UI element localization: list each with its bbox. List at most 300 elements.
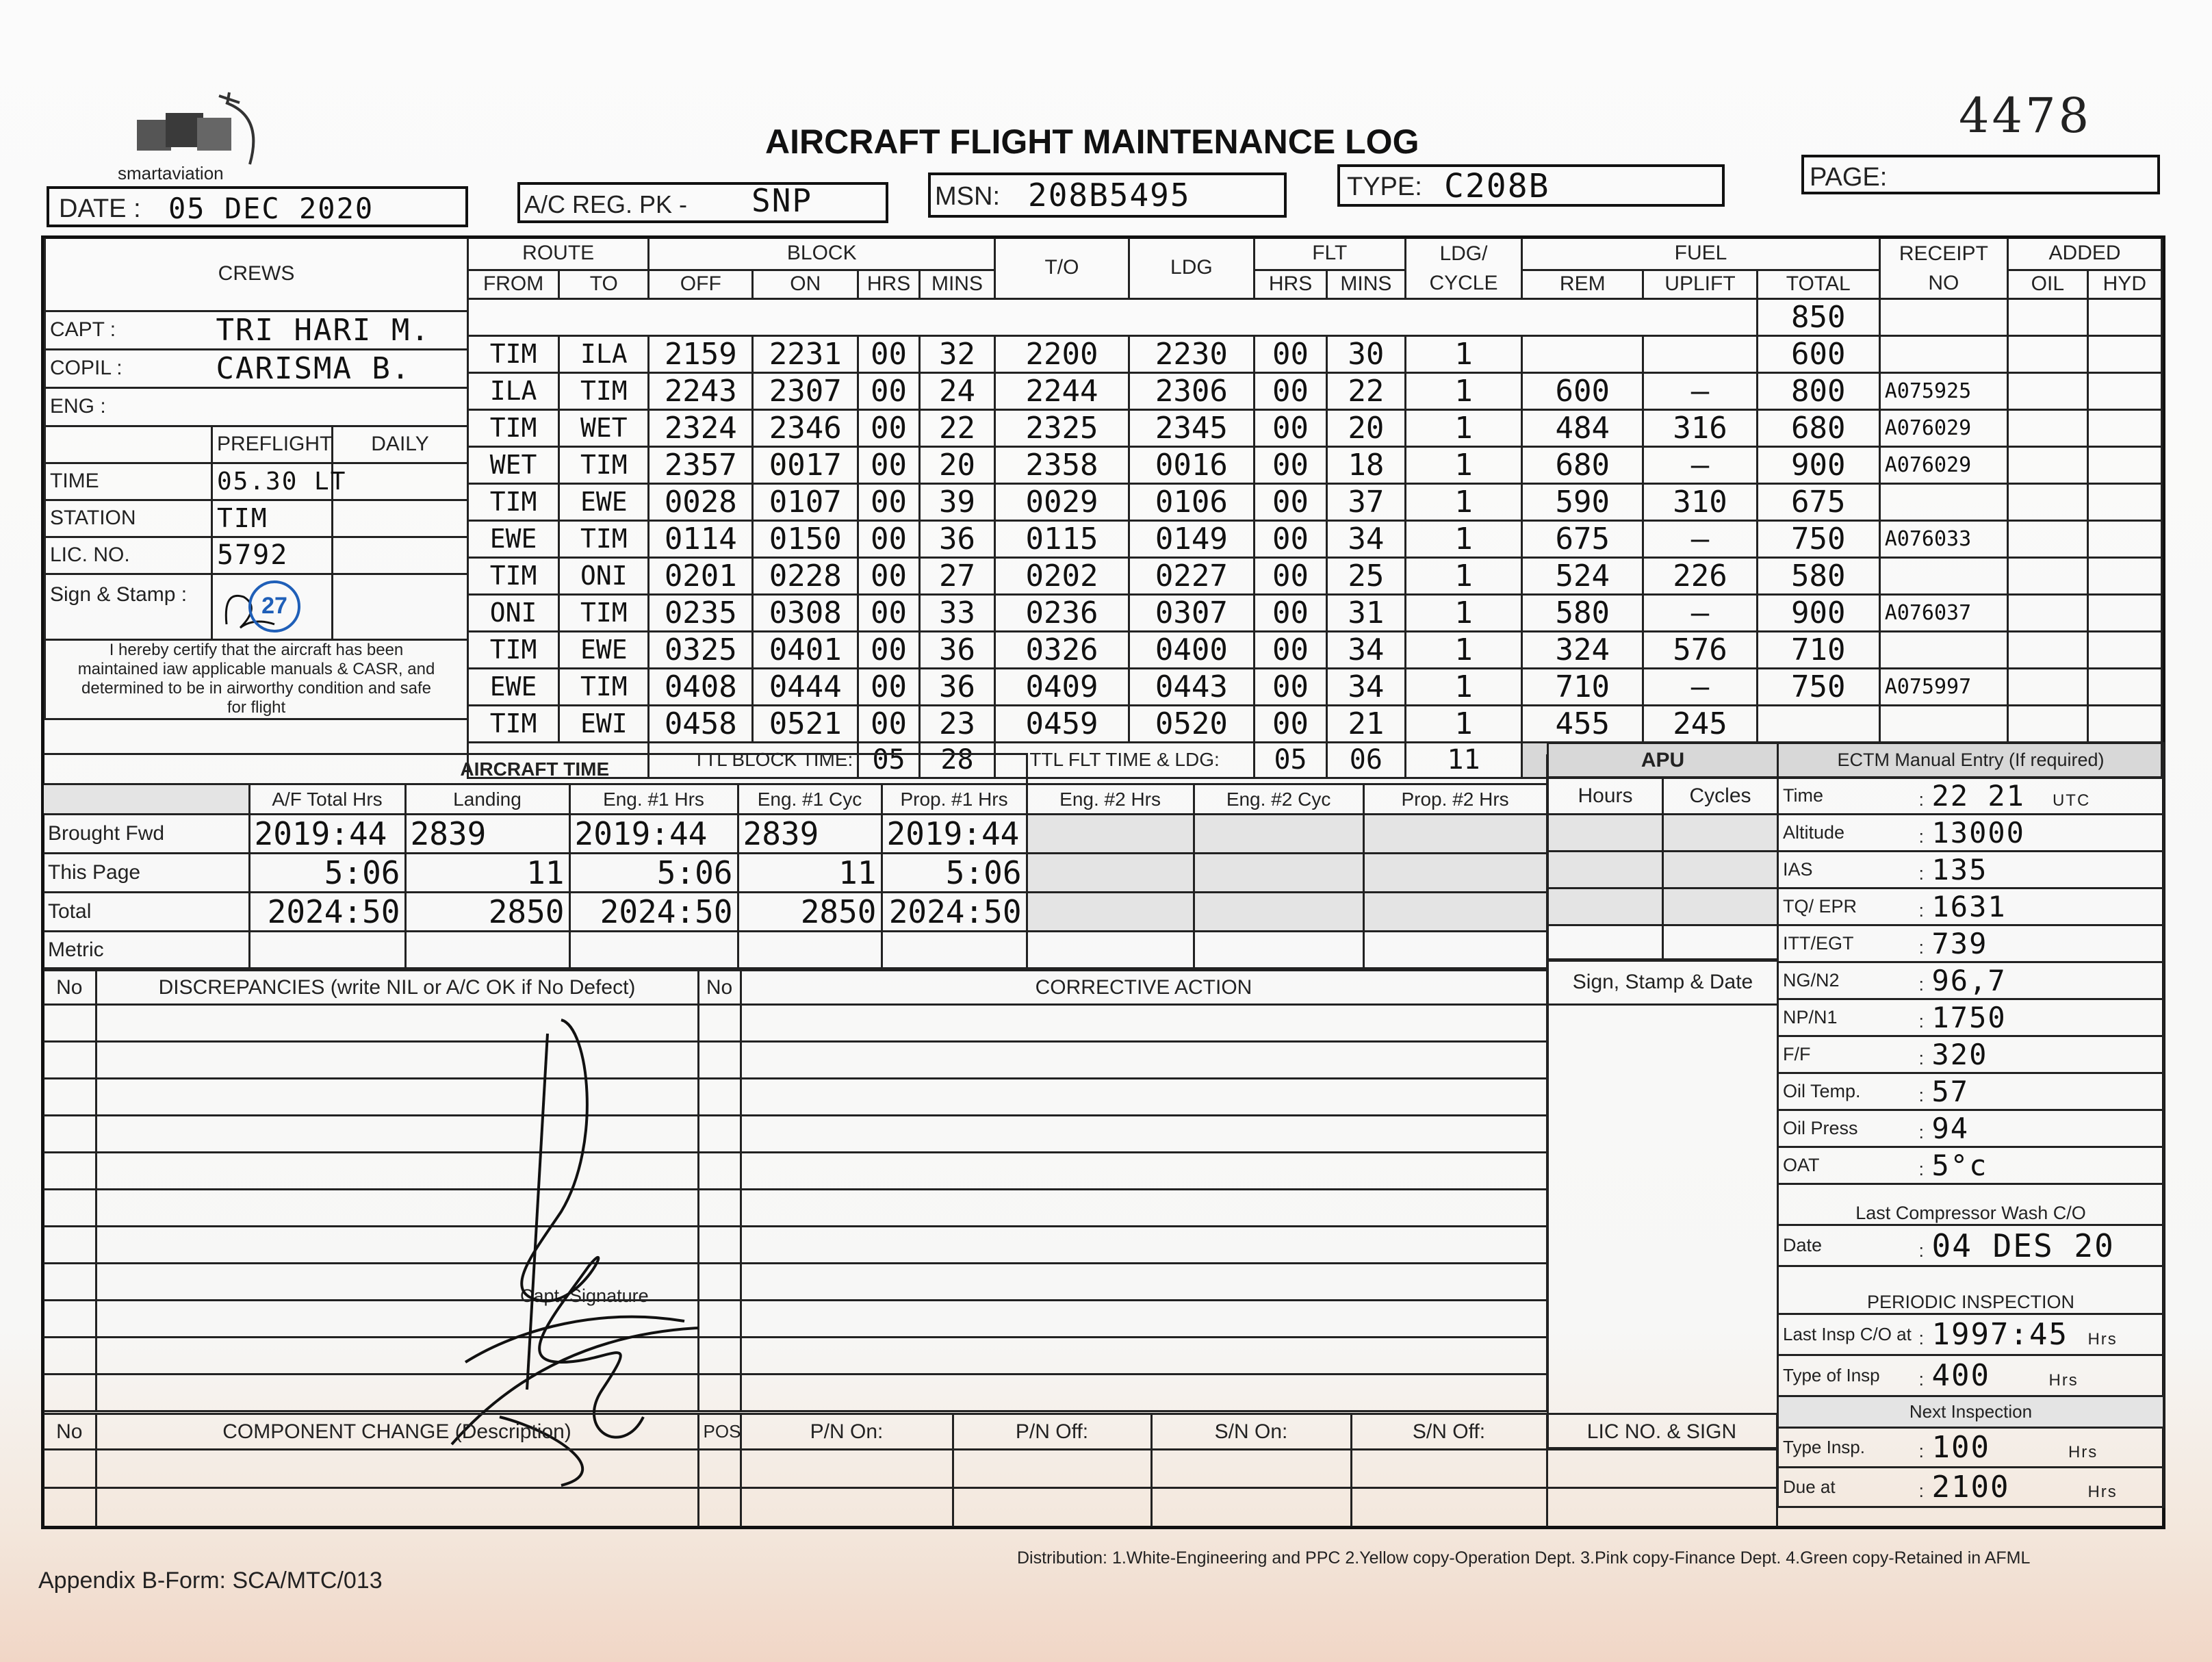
initial-fuel-spacer <box>468 298 1758 335</box>
time-label: TIME <box>45 463 212 500</box>
comp-no-header: No <box>44 1414 96 1450</box>
flight-fhrs-cell: 00 <box>1254 335 1326 372</box>
aircraft-time-value <box>249 932 405 969</box>
type-insp-unit: Hrs <box>2048 1371 2079 1390</box>
discrepancy-cell <box>741 1264 1547 1301</box>
flight-fmins-cell: 37 <box>1327 483 1406 520</box>
aircraft-time-value: 2839 <box>405 815 569 854</box>
flight-cyc-cell: 1 <box>1405 335 1522 372</box>
comp-cell <box>953 1450 1151 1488</box>
sn-off-header: S/N Off: <box>1351 1414 1547 1450</box>
comp-cell <box>741 1488 953 1526</box>
flight-fhrs-cell: 00 <box>1254 483 1326 520</box>
discrepancy-cell <box>741 1005 1547 1042</box>
ectm-label: OAT <box>1778 1147 1915 1184</box>
discrepancy-row <box>44 1301 1547 1338</box>
discrepancy-cell <box>741 1301 1547 1338</box>
on-header: ON <box>753 270 858 298</box>
from-header: FROM <box>468 270 559 298</box>
aircraft-time-corner <box>44 784 249 815</box>
aircraft-time-value: 2019:44 <box>249 815 405 854</box>
discrepancy-row <box>44 1375 1547 1411</box>
discrepancy-cell <box>44 1375 96 1411</box>
reg-value: SNP <box>751 182 813 219</box>
flight-from-cell: TIM <box>468 335 559 372</box>
aircraft-time-value: 2019:44 <box>882 815 1027 854</box>
eng-label: ENG : <box>45 387 212 426</box>
flight-cyc-cell: 1 <box>1405 409 1522 446</box>
aircraft-time-col-header: Landing <box>405 784 569 815</box>
flight-ldg-cell: 2345 <box>1129 409 1254 446</box>
flight-mins-cell: 32 <box>919 335 994 372</box>
flight-mins-cell: 39 <box>919 483 994 520</box>
aircraft-time-row-label: Brought Fwd <box>44 815 249 854</box>
ttl-ldg: 11 <box>1405 742 1522 778</box>
apu-hours-1 <box>1548 815 1663 852</box>
flight-ldg-cell: 0400 <box>1129 631 1254 668</box>
wash-date-text: 04 DES 20 <box>1931 1227 2115 1264</box>
last-insp-cell: : 1997:45 Hrs <box>1915 1314 2164 1355</box>
ectm-row <box>1778 815 2164 852</box>
flight-takeoff-cell: 2244 <box>995 372 1129 409</box>
flight-receipt-cell <box>1879 557 2007 594</box>
ectm-colon: : <box>1918 826 1932 847</box>
aircraft-time-col-header: Eng. #1 Hrs <box>569 784 738 815</box>
date-label: DATE : <box>59 194 141 223</box>
flight-hyd-cell <box>2087 631 2161 668</box>
ectm-row <box>1778 1147 2164 1184</box>
flight-fmins-cell: 34 <box>1327 631 1406 668</box>
flight-takeoff-cell: 0326 <box>995 631 1129 668</box>
flight-off-cell: 0028 <box>649 483 753 520</box>
flight-fhrs-cell: 00 <box>1254 705 1326 742</box>
flight-on-cell: 2307 <box>753 372 858 409</box>
type-label: TYPE: <box>1347 172 1422 201</box>
ectm-value-cell <box>1915 999 2164 1036</box>
crews-title: CREWS <box>45 238 468 311</box>
flight-uplift-cell: – <box>1643 668 1758 705</box>
flt-header: FLT <box>1254 238 1405 270</box>
flight-oil-cell <box>2008 335 2088 372</box>
aircraft-time-engine2-cell <box>1027 893 1194 932</box>
flight-fmins-cell: 18 <box>1327 446 1406 483</box>
flight-off-cell: 2357 <box>649 446 753 483</box>
flight-hrs-cell: 00 <box>858 483 920 520</box>
aircraft-time-value: 5:06 <box>882 854 1027 893</box>
discrepancy-cell <box>741 1042 1547 1079</box>
discrepancy-row <box>44 1153 1547 1190</box>
flight-to-cell: TIM <box>559 594 649 631</box>
flight-oil-cell <box>2008 705 2088 742</box>
comp-cell <box>1547 1450 1777 1488</box>
apu-hours-4 <box>1548 925 1663 961</box>
flight-to-cell: TIM <box>559 520 649 557</box>
discrepancy-cell <box>44 1190 96 1227</box>
block-hrs-header: HRS <box>858 270 920 298</box>
flight-uplift-cell: 245 <box>1643 705 1758 742</box>
ectm-colon: : <box>1918 937 1932 958</box>
flight-on-cell: 0401 <box>753 631 858 668</box>
flight-receipt-cell: A075997 <box>1879 668 2007 705</box>
ectm-title: ECTM Manual Entry (If required) <box>1778 743 2164 778</box>
aircraft-time-row <box>44 854 1547 893</box>
ectm-value: 94 <box>1931 1112 1970 1145</box>
comp-cell <box>44 1488 96 1526</box>
flight-row <box>468 335 2162 372</box>
aircraft-time-value: 2839 <box>738 815 882 854</box>
ttl-block-mins: 28 <box>919 742 994 778</box>
component-table <box>44 1413 1778 1526</box>
ectm-colon: : <box>1918 863 1932 884</box>
aircraft-time-engine2-cell <box>1027 854 1194 893</box>
aircraft-time-value: 5:06 <box>569 854 738 893</box>
ttl-flt-label: TTL FLT TIME & LDG: <box>995 742 1255 778</box>
flight-oil-cell <box>2008 594 2088 631</box>
ectm-label: Altitude <box>1778 815 1915 852</box>
ectm-row <box>1778 1036 2164 1073</box>
msn-label: MSN: <box>935 182 1000 211</box>
discrepancy-cell <box>741 1079 1547 1116</box>
flight-rem-cell: 680 <box>1522 446 1643 483</box>
flight-total-cell: 750 <box>1757 668 1879 705</box>
aircraft-time-col-header: A/F Total Hrs <box>249 784 405 815</box>
flight-cyc-cell: 1 <box>1405 705 1522 742</box>
discrepancy-row <box>44 1264 1547 1301</box>
aircraft-time-value: 2024:50 <box>249 893 405 932</box>
appendix-text: Appendix B-Form: SCA/MTC/013 <box>38 1568 383 1594</box>
wash-date-label: Date <box>1778 1225 1915 1266</box>
aircraft-time-engine2-cell <box>1194 815 1363 854</box>
takeoff-header: T/O <box>995 238 1129 298</box>
discrepancy-cell <box>44 1153 96 1190</box>
discrepancy-cell <box>741 1116 1547 1153</box>
ectm-unit: UTC <box>2052 791 2091 810</box>
flight-receipt-cell: A075925 <box>1879 372 2007 409</box>
flight-rem-cell: 590 <box>1522 483 1643 520</box>
ectm-value: 1631 <box>1931 890 2007 923</box>
aircraft-time-row <box>44 932 1547 969</box>
aircraft-time-col-header: Prop. #2 Hrs <box>1363 784 1547 815</box>
type-insp-value: 400 <box>1931 1358 1990 1393</box>
date-value: 05 DEC 2020 <box>168 192 374 225</box>
to-header: TO <box>559 270 649 298</box>
flight-to-cell: TIM <box>559 668 649 705</box>
aircraft-time-right-blank <box>1027 754 1547 784</box>
preflight-station: TIM <box>212 500 333 537</box>
due-label: Due at <box>1778 1468 1915 1507</box>
flight-to-cell: EWI <box>559 705 649 742</box>
msn-value: 208B5495 <box>1028 177 1191 214</box>
ttl-flt-hrs: 05 <box>1254 742 1326 778</box>
last-insp-unit: Hrs <box>2087 1330 2118 1348</box>
discrepancy-row <box>44 1227 1547 1264</box>
aircraft-time-value: 2850 <box>405 893 569 932</box>
flight-hrs-cell: 00 <box>858 446 920 483</box>
flight-mins-cell: 22 <box>919 409 994 446</box>
cert-line-3: determined to be in airworthy condition and safe <box>81 679 431 698</box>
flight-fhrs-cell: 00 <box>1254 409 1326 446</box>
flight-from-cell: ILA <box>468 372 559 409</box>
flight-row <box>468 631 2162 668</box>
apu-cycles-header: Cycles <box>1663 778 1778 815</box>
apu-cycles-2 <box>1663 852 1778 888</box>
flight-hrs-cell: 00 <box>858 335 920 372</box>
flight-cyc-cell: 1 <box>1405 668 1522 705</box>
ectm-colon: : <box>1918 1011 1932 1032</box>
ectm-value-cell <box>1915 925 2164 962</box>
initial-hyd <box>2087 298 2161 335</box>
ectm-value-cell <box>1915 1147 2164 1184</box>
periodic-title: PERIODIC INSPECTION <box>1778 1266 2164 1314</box>
ectm-value: 739 <box>1931 927 1988 960</box>
flight-rem-cell: 580 <box>1522 594 1643 631</box>
sign-stamp-date-header: Sign, Stamp & Date <box>1548 960 1778 1005</box>
next-insp-title: Next Inspection <box>1778 1396 2164 1428</box>
flight-hyd-cell <box>2087 372 2161 409</box>
daily-stamp-cell <box>333 574 468 639</box>
flight-mins-cell: 36 <box>919 520 994 557</box>
blank-cell <box>45 426 212 463</box>
comp-desc-header: COMPONENT CHANGE (Description) <box>96 1414 698 1450</box>
flight-off-cell: 0458 <box>649 705 753 742</box>
ectm-row <box>1778 852 2164 888</box>
preflight-time: 05.30 LT <box>212 463 333 500</box>
flight-receipt-cell: A076029 <box>1879 409 2007 446</box>
lic-sign-header: LIC NO. & SIGN <box>1547 1414 1777 1450</box>
flight-oil-cell <box>2008 668 2088 705</box>
flight-on-cell: 0150 <box>753 520 858 557</box>
apu-cycles-4 <box>1663 925 1778 961</box>
aircraft-time-title: AIRCRAFT TIME <box>44 754 1027 784</box>
flight-hyd-cell <box>2087 705 2161 742</box>
aircraft-time-value: 5:06 <box>249 854 405 893</box>
daily-station <box>333 500 468 537</box>
aircraft-time-engine2-cell <box>1194 893 1363 932</box>
flight-rem-cell <box>1522 335 1643 372</box>
copil-label: COPIL : <box>45 349 212 387</box>
flight-mins-cell: 24 <box>919 372 994 409</box>
flight-cyc-cell: 1 <box>1405 631 1522 668</box>
flight-row <box>468 372 2162 409</box>
flight-ldg-cell: 2230 <box>1129 335 1254 372</box>
flight-takeoff-cell: 2325 <box>995 409 1129 446</box>
flight-hyd-cell <box>2087 446 2161 483</box>
ectm-colon: : <box>1918 1122 1932 1142</box>
flight-takeoff-cell: 0029 <box>995 483 1129 520</box>
flight-hrs-cell: 00 <box>858 409 920 446</box>
aircraft-time-value <box>882 932 1027 969</box>
aircraft-time-value: 2850 <box>738 893 882 932</box>
ectm-value: 96,7 <box>1931 964 2007 997</box>
discrepancy-row <box>44 1079 1547 1116</box>
comp-cell <box>1351 1450 1547 1488</box>
discrepancy-cell <box>44 1338 96 1375</box>
apu-cycles-1 <box>1663 815 1778 852</box>
aircraft-time-row-label: Metric <box>44 932 249 969</box>
flight-hrs-cell: 00 <box>858 631 920 668</box>
ectm-table <box>1777 742 2165 1508</box>
ectm-colon: : <box>1918 1085 1932 1105</box>
flight-row <box>468 446 2162 483</box>
flight-fmins-cell: 34 <box>1327 668 1406 705</box>
comp-cell <box>953 1488 1151 1526</box>
comp-cell <box>1547 1488 1777 1526</box>
cert-line-4: for flight <box>227 698 286 717</box>
comp-cell <box>741 1450 953 1488</box>
daily-time <box>333 463 468 500</box>
form-number: 4478 <box>1959 88 2092 144</box>
aircraft-time-value: 2024:50 <box>569 893 738 932</box>
daily-lic <box>333 537 468 574</box>
due-unit: Hrs <box>2087 1483 2118 1501</box>
ectm-row <box>1778 778 2164 815</box>
flight-rem-cell: 455 <box>1522 705 1643 742</box>
flight-from-cell: TIM <box>468 631 559 668</box>
ectm-label: Time <box>1778 778 1915 815</box>
flight-fhrs-cell: 00 <box>1254 668 1326 705</box>
daily-header: DAILY <box>333 426 468 463</box>
stamp-seal <box>248 580 300 632</box>
type-insp-label: Type of Insp <box>1778 1355 1915 1396</box>
next-type-value: 100 <box>1931 1430 1990 1465</box>
preflight-lic: 5792 <box>212 537 333 574</box>
flight-fhrs-cell: 00 <box>1254 372 1326 409</box>
capt-label: CAPT : <box>45 311 212 349</box>
discrepancy-cell <box>741 1227 1547 1264</box>
station-label: STATION <box>45 500 212 537</box>
flight-off-cell: 2243 <box>649 372 753 409</box>
flight-uplift-cell: 310 <box>1643 483 1758 520</box>
flight-fhrs-cell: 00 <box>1254 594 1326 631</box>
flight-from-cell: WET <box>468 446 559 483</box>
discrepancy-cell <box>741 1153 1547 1190</box>
flight-to-cell: TIM <box>559 372 649 409</box>
flight-uplift-cell: 316 <box>1643 409 1758 446</box>
due-cell: : 2100 Hrs <box>1915 1468 2164 1507</box>
stamp-number: 27 <box>261 592 287 619</box>
ectm-row <box>1778 999 2164 1036</box>
comp-cell <box>96 1488 698 1526</box>
last-insp-label: Last Insp C/O at <box>1778 1314 1915 1355</box>
flight-rem-cell: 484 <box>1522 409 1643 446</box>
pn-on-header: P/N On: <box>741 1414 953 1450</box>
flight-hyd-cell <box>2087 483 2161 520</box>
flight-hyd-cell <box>2087 668 2161 705</box>
aircraft-time-row-label: This Page <box>44 854 249 893</box>
flight-row <box>468 483 2162 520</box>
ectm-label: NP/N1 <box>1778 999 1915 1036</box>
capt-name: TRI HARI M. <box>212 311 468 349</box>
flight-mins-cell: 20 <box>919 446 994 483</box>
comp-cell <box>1151 1450 1351 1488</box>
flight-takeoff-cell: 0459 <box>995 705 1129 742</box>
flight-off-cell: 2159 <box>649 335 753 372</box>
flight-ldg-cell: 0149 <box>1129 520 1254 557</box>
receipt-header-1: RECEIPT <box>1879 238 2007 270</box>
apu-title: APU <box>1548 743 1778 778</box>
flight-fmins-cell: 30 <box>1327 335 1406 372</box>
discrepancy-cell <box>44 1005 96 1042</box>
ectm-colon: : <box>1918 900 1932 921</box>
ectm-label: IAS <box>1778 852 1915 888</box>
discrepancy-cell <box>44 1079 96 1116</box>
flight-uplift-cell: – <box>1643 372 1758 409</box>
flight-total-cell: 680 <box>1757 409 1879 446</box>
ectm-label: NG/N2 <box>1778 962 1915 999</box>
preflight-stamp-cell <box>212 574 333 639</box>
flight-total-cell: 675 <box>1757 483 1879 520</box>
flight-receipt-cell <box>1879 335 2007 372</box>
flight-to-cell: EWE <box>559 483 649 520</box>
ectm-colon: : <box>1918 974 1932 995</box>
flight-total-cell: 580 <box>1757 557 1879 594</box>
flight-uplift-cell: – <box>1643 594 1758 631</box>
flight-mins-cell: 36 <box>919 668 994 705</box>
discrepancy-row <box>44 1190 1547 1227</box>
ldg-header: LDG <box>1129 238 1254 298</box>
flight-on-cell: 0228 <box>753 557 858 594</box>
flight-fmins-cell: 21 <box>1327 705 1406 742</box>
flight-fhrs-cell: 00 <box>1254 631 1326 668</box>
ectm-value: 135 <box>1931 853 1988 886</box>
flight-fmins-cell: 31 <box>1327 594 1406 631</box>
flight-receipt-cell: A076037 <box>1879 594 2007 631</box>
last-insp-value: 1997:45 <box>1931 1317 2068 1352</box>
flight-cyc-cell: 1 <box>1405 520 1522 557</box>
flt-hrs-header: HRS <box>1254 270 1326 298</box>
flight-ldg-cell: 2306 <box>1129 372 1254 409</box>
flight-hyd-cell <box>2087 557 2161 594</box>
flight-row <box>468 705 2162 742</box>
flight-on-cell: 2231 <box>753 335 858 372</box>
flight-ldg-cell: 0307 <box>1129 594 1254 631</box>
flight-off-cell: 0325 <box>649 631 753 668</box>
flight-on-cell: 0017 <box>753 446 858 483</box>
ttl-block-label: TTL BLOCK TIME: <box>649 742 858 778</box>
ectm-value: 5°c <box>1931 1149 1988 1182</box>
ectm-row <box>1778 888 2164 925</box>
flight-cyc-cell: 1 <box>1405 594 1522 631</box>
logo-text: smartaviation <box>118 163 224 183</box>
aircraft-time-value <box>738 932 882 969</box>
flight-on-cell: 0444 <box>753 668 858 705</box>
corrective-header: CORRECTIVE ACTION <box>741 971 1547 1005</box>
flight-ldg-cell: 0443 <box>1129 668 1254 705</box>
flight-table <box>467 238 2163 779</box>
flight-mins-cell: 33 <box>919 594 994 631</box>
due-value: 2100 <box>1931 1470 2010 1505</box>
cert-line-2: maintained iaw applicable manuals & CASR, and <box>77 660 435 678</box>
flight-mins-cell: 27 <box>919 557 994 594</box>
ectm-row <box>1778 962 2164 999</box>
ttl-block-hrs: 05 <box>858 742 920 778</box>
flight-to-cell: ILA <box>559 335 649 372</box>
flight-takeoff-cell: 0115 <box>995 520 1129 557</box>
flight-to-cell: EWE <box>559 631 649 668</box>
flt-mins-header: MINS <box>1327 270 1406 298</box>
discrepancy-row <box>44 1116 1547 1153</box>
type-insp-cell: : 400 Hrs <box>1915 1355 2164 1396</box>
aircraft-time-engine2-cell <box>1194 932 1363 969</box>
page-title: AIRCRAFT FLIGHT MAINTENANCE LOG <box>765 123 1419 161</box>
sign-stamp-label: Sign & Stamp : <box>45 574 212 639</box>
block-header: BLOCK <box>649 238 995 270</box>
aircraft-time-row <box>44 893 1547 932</box>
flight-hrs-cell: 00 <box>858 372 920 409</box>
flight-takeoff-cell: 0409 <box>995 668 1129 705</box>
flight-total-cell: 710 <box>1757 631 1879 668</box>
aircraft-time-engine2-cell <box>1363 854 1547 893</box>
